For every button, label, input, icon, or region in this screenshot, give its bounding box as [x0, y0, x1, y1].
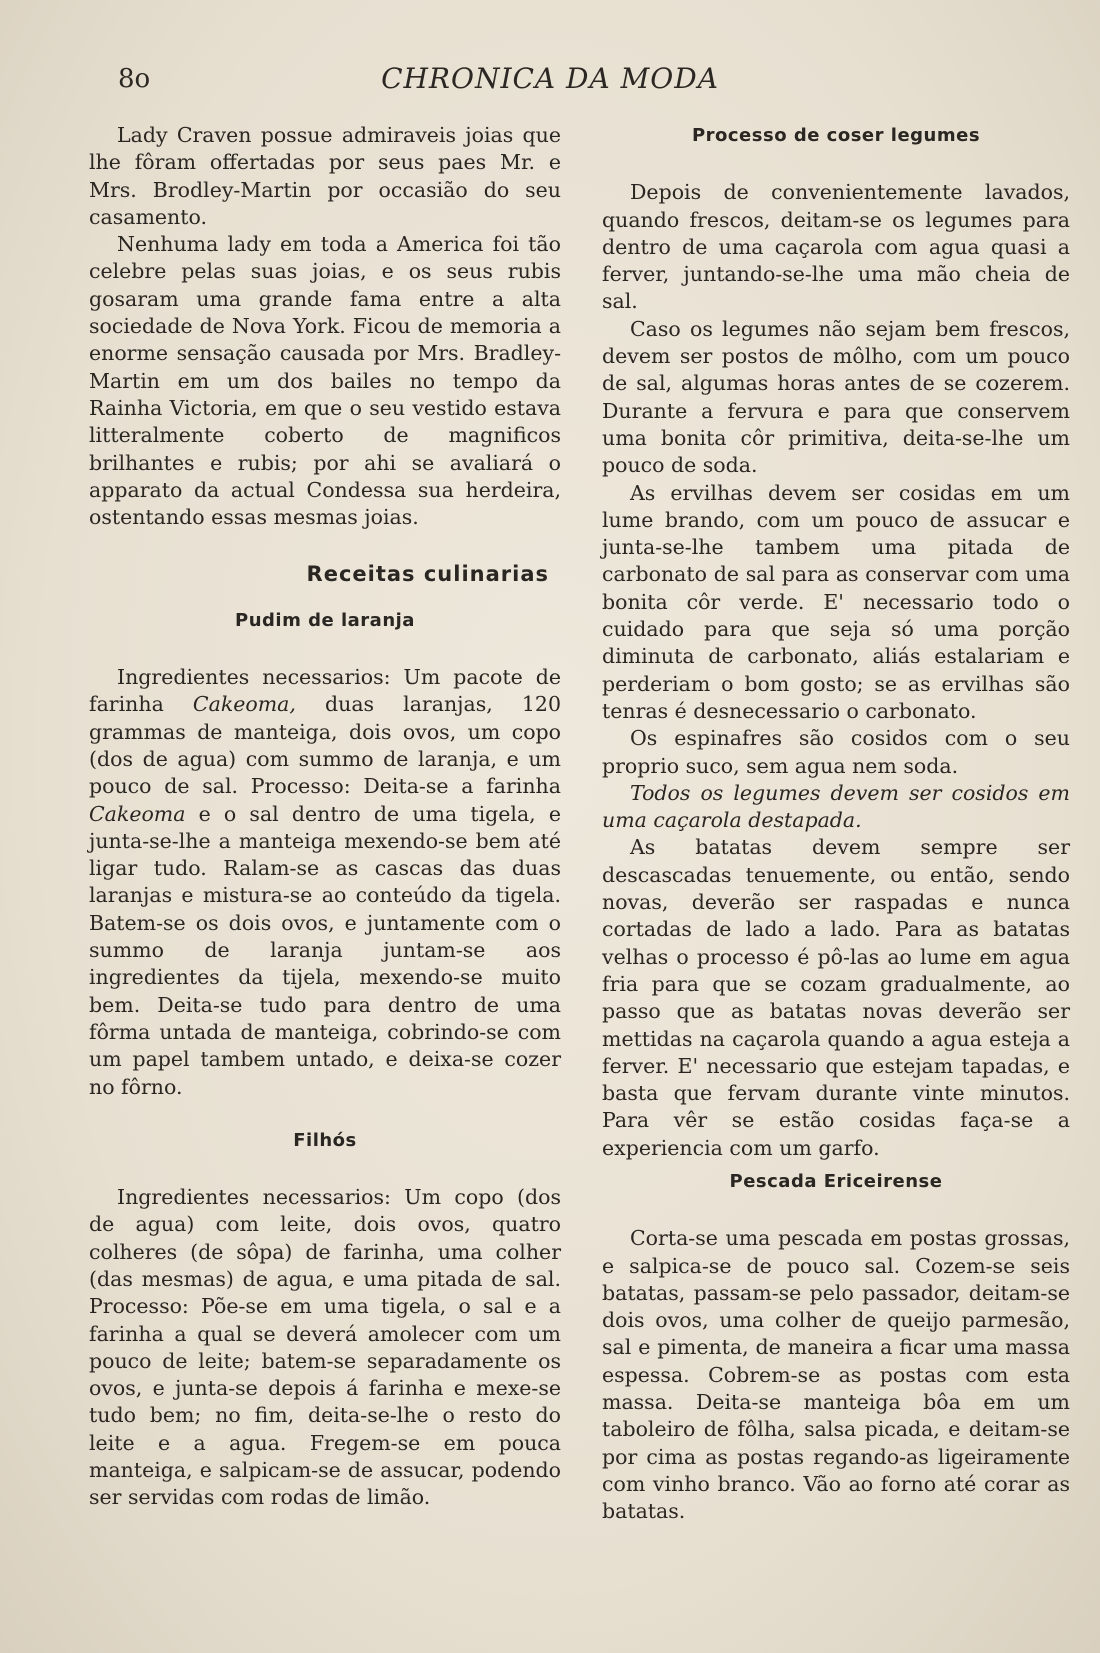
- section-title-legumes: Processo de coser legumes: [691, 125, 981, 146]
- pudim-italic-cakeoma-2: Cakeoma: [89, 801, 186, 826]
- right-column: [602, 122, 1070, 1526]
- pudim-italic-cakeoma-1: Cakeoma,: [192, 692, 296, 717]
- legumes-paragraph-1: Depois de convenientemente lavados, quando frescos, deitam-se os legumes para dentro de uma caçarola com agua quasi a ferver, juntando-se-lhe uma mão cheia de sal.: [602, 180, 1070, 314]
- intro-paragraph-1: Lady Craven possue admiraveis joias que lhe fôram offertadas por seus paes Mr. e Mrs. Brodley-Martin por occasião do seu casamento.: [89, 123, 561, 229]
- left-column: [89, 122, 561, 1512]
- legumes-paragraph-3: As ervilhas devem ser cosidas em um lume brando, com um pouco de assucar e junta-se-lhe tambem uma pitada de carbonato de sal para as conservar com uma bonita côr verde. E' necessario todo o cuidado para que seja só uma porção diminuta de carbonato, aliás estalariam e perderiam o bom gosto; se as ervilhas são tenras é desnecessario o carbonato.: [602, 480, 1070, 723]
- recipe-text-filhos: Ingredientes necessarios: Um copo (dos de agua) com leite, dois ovos, quatro colheres (de sôpa) de farinha, uma colher (das mesmas) de agua, e uma pitada de sal. Processo: Põe-se em uma tigela, o sal e a farinha a qual se deverá amolecer com um pouco de leite; batem-se separadamente os ovos, e junta-se depois á farinha e mexe-se tudo bem; no fim, deita-se-lhe o resto do leite e a agua. Fregem-se em pouca manteiga, e salpicam-se de assucar, podendo ser servidas com rodas de limão.: [89, 1185, 561, 1510]
- recipe-text-pudim: [89, 664, 561, 1101]
- recipe-title-pudim: Pudim de laranja: [235, 609, 415, 631]
- pudim-text-part-3: e o sal dentro de uma tigela, e junta-se-lhe a manteiga mexendo-se bem até ligar tudo. Ralam-se as cascas das duas laranjas e mistura-se ao conteúdo da tigela. Batem-se os dois ovos, e juntamente com o summo de laranja juntam-se aos ingredientes da tijela, mexendo-se muito bem. Deita-se tudo para dentro de uma fôrma untada de manteiga, cobrindo-se com um papel tambem untado, e deixa-se cozer no fôrno.: [89, 801, 561, 1099]
- pudim-text-part-1: Ingredientes necessarios: Um pacote de farinha: [89, 665, 561, 717]
- section-title-recipes: Receitas culinarias: [306, 562, 549, 587]
- legumes-paragraph-4: Os espinafres são cosidos com o seu proprio suco, sem agua nem soda.: [602, 726, 1070, 778]
- legumes-italic-note: Todos os legumes devem ser cosidos em uma caçarola destapada.: [602, 780, 1070, 833]
- pudim-text-part-2: duas laranjas, 120 grammas de manteiga, dois ovos, um copo (dos de agua) com summo de laranja, e um pouco de sal. Processo: Deita-se a farinha: [89, 692, 561, 799]
- recipe-title-pescada: Pescada Ericeirense: [729, 1170, 943, 1192]
- page-header: [0, 62, 1100, 102]
- legumes-paragraph-2: Caso os legumes não sejam bem frescos, devem ser postos de môlho, com um pouco de sal, algumas horas antes de se cozerem. Durante a fervura e para que conservem uma bonita côr primitiva, deita-se-lhe um pouco de soda.: [602, 316, 1070, 478]
- recipe-text-pescada: Corta-se uma pescada em postas grossas, e salpica-se de pouco sal. Cozem-se seis batatas, passam-se pelo passador, deitam-se dois ovos, uma colher de queijo parmesão, sal e pimenta, de maneira a ficar uma massa espessa. Cobrem-se as postas com esta massa. Deita-se manteiga bôa em um taboleiro de fôlha, salsa picada, e deitam-se por cima as postas regando-as ligeiramente com vinho branco. Vão ao forno até corar as batatas.: [602, 1226, 1070, 1524]
- intro-paragraph-2: Nenhuma lady em toda a America foi tão celebre pelas suas joias, e os seus rubis gosaram uma grande fama entre a alta sociedade de Nova York. Ficou de memoria a enorme sensação causada por Mrs. Bradley-Martin em um dos bailes no tempo da Rainha Victoria, em que o seu vestido estava litteralmente coberto de magnificos brilhantes e rubis; por ahi se avaliará o apparato da actual Condessa sua herdeira, ostentando essas mesmas joias.: [89, 232, 561, 530]
- recipe-title-filhos: Filhós: [293, 1129, 357, 1151]
- page-number: 8o: [118, 64, 151, 94]
- running-title: CHRONICA DA MODA: [381, 62, 719, 95]
- legumes-paragraph-batatas: As batatas devem sempre ser descascadas tenuemente, ou então, sendo novas, deverão ser raspadas e nunca cortadas de lado a lado. Para as batatas velhas o processo é pô-las ao lume em agua fria para que se cozam gradualmente, ao passo que as batatas novas deverão ser mettidas na caçarola quando a agua esteja a ferver. E' necessario que estejam tapadas, e basta que fervam durante vinte minutos. Para vêr se estão cosidas faça-se a experiencia com um garfo.: [602, 835, 1070, 1160]
